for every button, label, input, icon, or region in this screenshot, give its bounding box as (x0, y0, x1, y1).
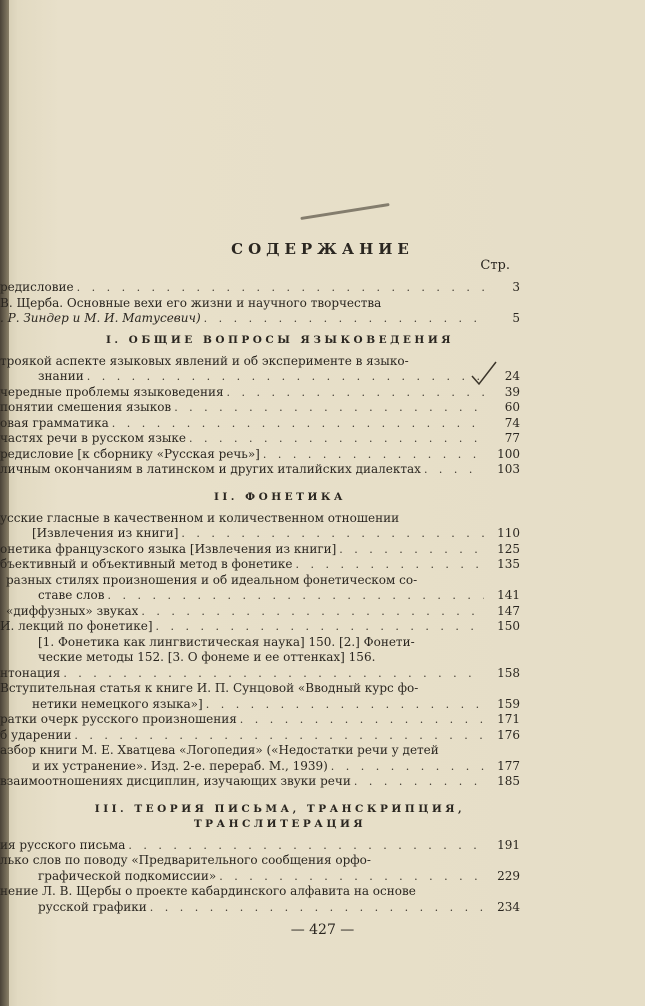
toc-entry[interactable]: [1. Фонетика как лингвистическая наука] 150. [2.] Фонети- (38, 634, 415, 649)
toc-entry[interactable]: русской графики . . . 234 (0, 900, 520, 916)
toc-entry[interactable]: редисловие [к сборнику «Русская речь»] . . . 100 (0, 447, 520, 463)
toc-entry[interactable]: [Извлечения из книги] . . . 110 (0, 526, 520, 542)
toc-entry[interactable]: . Р. Зиндер и М. И. Матусевич) . . . 5 (0, 311, 520, 327)
toc-entry[interactable]: И. лекций по фонетике] . . . 150 (0, 619, 520, 635)
toc-entry[interactable]: знании . . . 24 (0, 369, 520, 385)
toc-entry[interactable]: личным окончаниям в латинском и других италийских диалектах . . . 103 (0, 462, 520, 478)
toc-entry[interactable]: нетики немецкого языка»] . . . 159 (0, 697, 520, 713)
toc-entry[interactable]: лько слов по поводу «Предварительного сообщения орфо- (0, 853, 371, 867)
toc-entry[interactable]: усские гласные в качественном и количественном отношении (0, 510, 400, 525)
section-heading: III. ТЕОРИЯ ПИСЬМА, ТРАНСКРИПЦИЯ, (94, 802, 466, 815)
toc-entry[interactable]: б ударении . . . 176 (0, 728, 520, 744)
section-heading: I. ОБЩИЕ ВОПРОСЫ ЯЗЫКОВЕДЕНИЯ (105, 333, 455, 346)
toc-entry[interactable]: онетика французского языка [Извлечения из книги] . . . 125 (0, 542, 520, 558)
toc-entry[interactable]: и их устранение». Изд. 2-е. перераб. М., 1939) . . . 177 (0, 759, 520, 775)
toc-entry[interactable]: частях речи в русском языке . . . 77 (0, 431, 520, 447)
toc-entry[interactable]: бъективный и объективный метод в фонетике . . . 135 (0, 557, 520, 573)
toc-entry[interactable]: ратки очерк русского произношения . . . 171 (0, 712, 520, 728)
toc-entry[interactable]: графической подкомиссии» . . . 229 (0, 869, 520, 885)
section-heading: II. ФОНЕТИКА (213, 490, 346, 503)
toc-entry[interactable]: овая грамматика . . . 74 (0, 416, 520, 432)
page-title: СОДЕРЖАНИЕ (231, 240, 414, 258)
toc-entry[interactable]: редисловие . . . 3 (0, 280, 520, 296)
toc-entry[interactable]: «диффузных» звуках . . . 147 (0, 604, 520, 620)
toc-entry[interactable]: нение Л. В. Щербы о проекте кабардинского алфавита на основе (0, 884, 416, 898)
toc-entry[interactable]: понятии смешения языков . . . 60 (0, 400, 520, 416)
toc-entry[interactable]: ия русского письма . . . 191 (0, 838, 520, 854)
page-number: — 427 — (290, 922, 355, 938)
toc-entry[interactable]: ставе слов . . . 141 (0, 588, 520, 604)
section-heading: ТРАНСЛИТЕРАЦИЯ (193, 817, 367, 830)
toc-entry[interactable]: азбор книги М. Е. Хватцева «Логопедия» («Недостатки речи у детей (0, 743, 439, 757)
toc-entry[interactable]: нтонация . . . 158 (0, 666, 520, 682)
toc-entry[interactable]: чередные проблемы языковедения . . . 39 (0, 385, 520, 401)
toc-entry[interactable]: ческие методы 152. [3. О фонеме и ее оттенках] 156. (38, 650, 376, 664)
toc-entry[interactable]: В. Щерба. Основные вехи его жизни и научного творчества (0, 295, 382, 310)
table-of-contents (0, 280, 520, 915)
toc-entry[interactable]: взаимоотношениях дисциплин, изучающих звуки речи . . . 185 (0, 774, 520, 790)
toc-entry[interactable]: Вступительная статья к книге И. П. Сунцовой «Вводный курс фо- (0, 681, 419, 695)
page-column-label: Стр. (480, 258, 510, 273)
pen-stroke-mark (300, 203, 389, 220)
toc-entry[interactable]: троякой аспекте языковых явлений и об эксперименте в языко- (0, 353, 409, 368)
toc-entry[interactable]: разных стилях произношения и об идеальном фонетическом со- (6, 572, 418, 587)
